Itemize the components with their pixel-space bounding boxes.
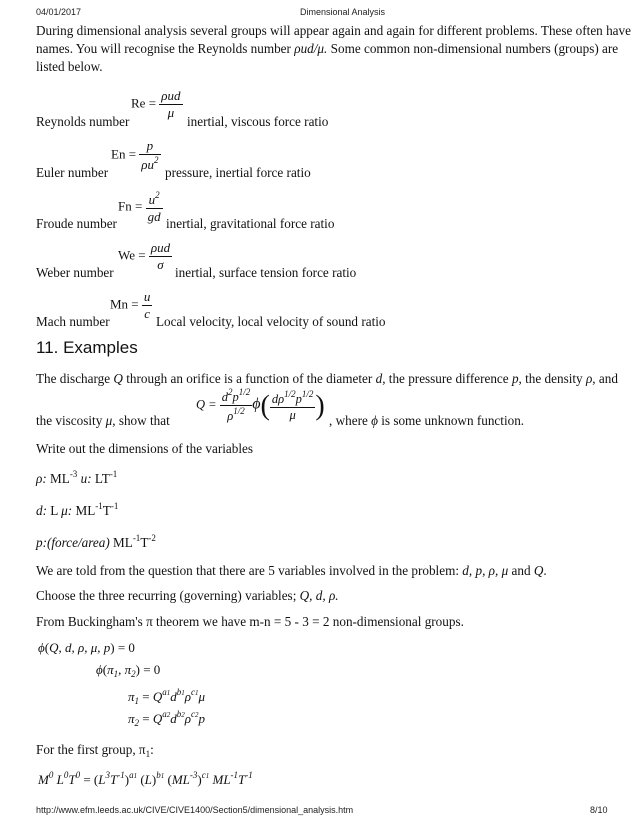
group-desc-euler: pressure, inertial force ratio	[165, 165, 311, 180]
group-desc-froude: inertial, gravitational force ratio	[166, 216, 335, 231]
dims-d-mu: d: L μ: $ML^{-1}T^{-1}$	[36, 501, 119, 518]
print-date: 04/01/2017	[36, 7, 82, 17]
group-name-weber: Weber number	[36, 265, 114, 280]
group-name-reynolds: Reynolds number	[36, 114, 130, 129]
print-title: Dimensional Analysis	[300, 7, 386, 17]
equation-dimensions: $M^0$ $L^0T^0 = (L^3T^{-1})^{a1}$ $(L)^{b1}$ $(ML^{-3})^{c1}$ $ML^{-1}T^{-1}$	[38, 770, 253, 787]
told-text: We are told from the question that there are 5 variables involved in the problem: d, p, ρ, μ and Q.	[36, 563, 547, 578]
page-number: 8/10	[590, 805, 608, 815]
equation-weber: We = $\frac{\text{ρud}}{\sigma}$	[118, 240, 171, 272]
write-dims-text: Write out the dimensions of the variables	[36, 441, 254, 456]
example-line-2-end: , where ϕ is some unknown function.	[329, 413, 525, 428]
section-heading: 11. Examples	[36, 338, 138, 357]
group-desc-mach: Local velocity, local velocity of sound ratio	[156, 314, 386, 329]
example-line-2: the viscosity μ, show that	[36, 413, 170, 428]
equation-euler: En = $\frac{p}{\rho u^2}$	[111, 138, 159, 172]
dims-rho-u: ρ: $ML^{-3}$ u: $LT^{-1}$	[36, 469, 118, 486]
equation-mach: Mn = $\frac{u}{c}$	[110, 289, 151, 321]
group-desc-weber: inertial, surface tension force ratio	[175, 265, 357, 280]
equation-froude: Fn = $\frac{u^2}{gd}$	[118, 190, 161, 224]
equation-reynolds: Re = $\frac{\text{ρud}}{\mu}$	[131, 88, 181, 120]
group-desc-reynolds: inertial, viscous force ratio	[187, 114, 329, 129]
choose-text: Choose the three recurring (governing) variables; Q, d, ρ.	[36, 588, 339, 603]
equation-phi-1: ϕ(Q, d, ρ, μ, p) = 0	[38, 640, 135, 655]
group-name-froude: Froude number	[36, 216, 117, 231]
intro-line-1: During dimensional analysis several groups will appear again and again for different problems. These often have	[36, 23, 631, 38]
equation-phi-2: $\phi(\pi_1$, $\pi_2) = 0$	[96, 662, 161, 679]
page-url: http://www.efm.leeds.ac.uk/CIVE/CIVE1400/Section5/dimensional_analysis.htm	[36, 805, 354, 815]
intro-line-2: names. You will recognise the Reynolds number ρud/μ. Some common non-dimensional numbers (groups) are	[36, 41, 619, 56]
equation-pi-1: $\pi_1 = Q^{a1}d^{b1}\rho^{c1}\mu$	[128, 687, 206, 706]
intro-line-3: listed below.	[36, 59, 103, 74]
group-name-mach: Mach number	[36, 314, 110, 329]
equation-discharge: Q = $\frac{d^2p^{1/2}}{\rho^{1/2}}$ ϕ( $\frac{d\rho^{1/2}p^{1/2}}{\mu}$ )	[196, 387, 325, 423]
equation-pi-2: $\pi_2 = Q^{a2}d^{b2}\rho^{c2}p$	[128, 709, 205, 728]
dims-p: p:(force/area) $ML^{-1}T^{-2}$	[36, 533, 156, 550]
example-line-1: The discharge Q through an orifice is a function of the diameter d, the pressure difference p, the density ρ, and	[36, 371, 618, 386]
buckingham-text: From Buckingham's π theorem we have m-n = 5 - 3 = 2 non-dimensional groups.	[36, 614, 464, 629]
first-group-text: For the first group, $\pi_1$:	[36, 742, 154, 759]
group-name-euler: Euler number	[36, 165, 109, 180]
